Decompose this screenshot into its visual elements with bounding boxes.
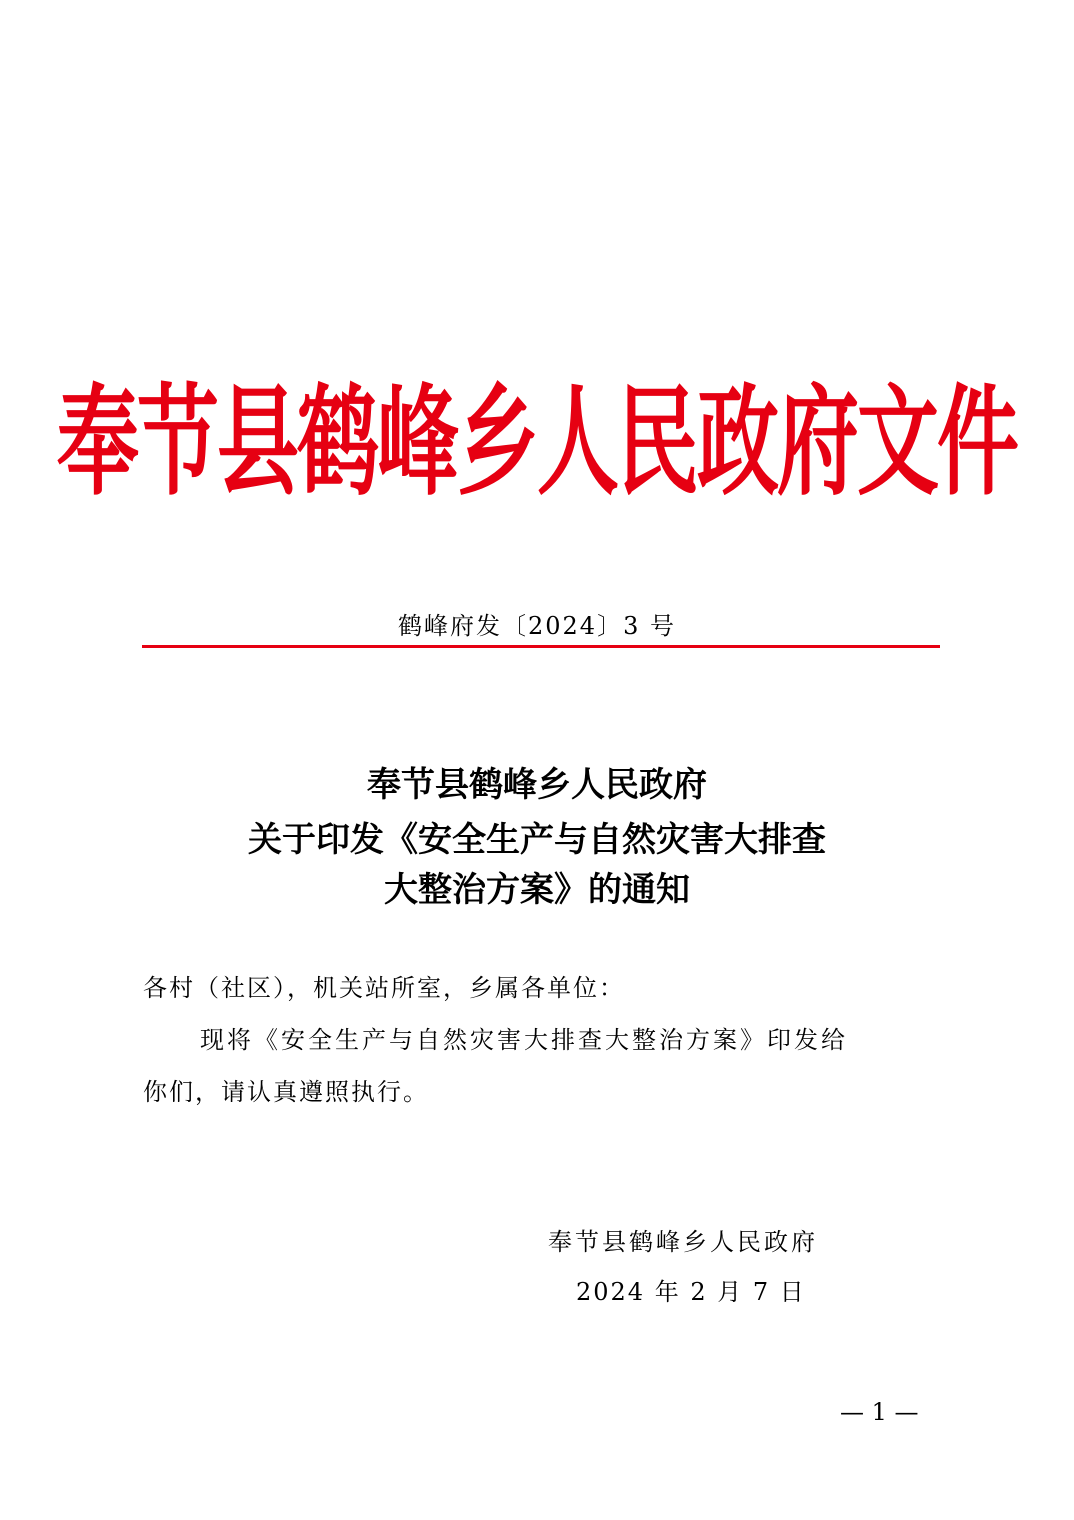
body-paragraph-line-2: 你们，请认真遵照执行。	[143, 1078, 429, 1106]
signature-issuer: 奉节县鹤峰乡人民政府	[548, 1228, 818, 1256]
red-divider-rule	[142, 645, 940, 648]
document-number: 鹤峰府发〔2024〕3 号	[398, 612, 676, 640]
notice-title-line-2: 关于印发《安全生产与自然灾害大排查	[248, 820, 826, 860]
notice-title-line-1: 奉节县鹤峰乡人民政府	[367, 765, 707, 805]
salutation: 各村（社区），机关站所室，乡属各单位：	[143, 974, 625, 1002]
page-number: — 1 —	[840, 1398, 919, 1426]
notice-title-line-3: 大整治方案》的通知	[384, 870, 690, 910]
masthead-title: 奉节县鹤峰乡人民政府文件	[56, 374, 1017, 512]
body-paragraph-line-1: 现将《安全生产与自然灾害大排查大整治方案》印发给	[200, 1026, 848, 1054]
signature-date: 2024 年 2 月 7 日	[576, 1278, 806, 1306]
